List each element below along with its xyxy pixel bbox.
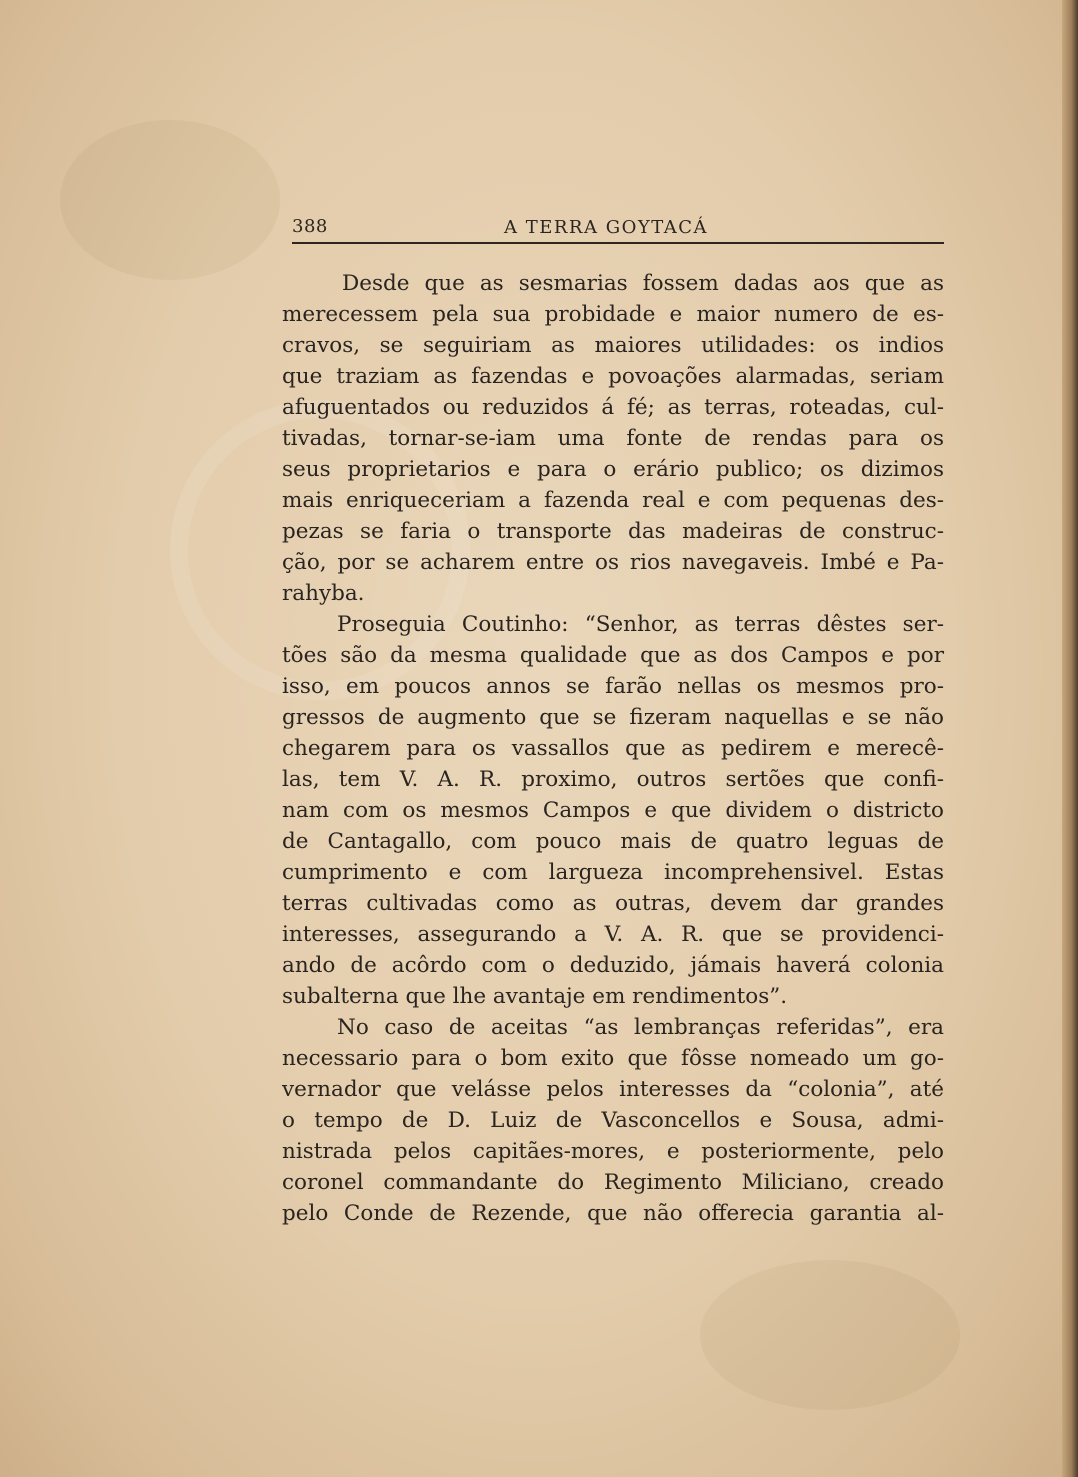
text-line: isso, em poucos annos se farão nellas os mesmos pro- xyxy=(282,674,944,699)
page-number: 388 xyxy=(292,216,328,237)
text-line: gressos de augmento que se fizeram naquellas e se não xyxy=(282,705,944,730)
paper-stain xyxy=(60,120,280,280)
text-line: terras cultivadas como as outras, devem dar grandes xyxy=(282,891,944,916)
text-line: que traziam as fazendas e povoações alarmadas, seriam xyxy=(282,364,944,389)
text-line: Desde que as sesmarias fossem dadas aos que as xyxy=(342,271,944,296)
text-line: afuguentados ou reduzidos á fé; as terras, roteadas, cul- xyxy=(282,395,944,420)
text-line: o tempo de D. Luiz de Vasconcellos e Sousa, admi- xyxy=(282,1108,944,1133)
text-line: vernador que velásse pelos interesses da “colonia”, até xyxy=(282,1077,944,1102)
text-line: ção, por se acharem entre os rios navegaveis. Imbé e Pa- xyxy=(282,550,944,575)
text-line: tivadas, tornar-se-iam uma fonte de rendas para os xyxy=(282,426,944,451)
text-line: chegarem para os vassallos que as pedirem e merecê- xyxy=(282,736,944,761)
text-line: nam com os mesmos Campos e que dividem o districto xyxy=(282,798,944,823)
text-line: rahyba. xyxy=(282,581,365,606)
text-line: pezas se faria o transporte das madeiras de construc- xyxy=(282,519,944,544)
text-line: pelo Conde de Rezende, que não offerecia garantia al- xyxy=(282,1201,944,1226)
paper-stain xyxy=(700,1260,960,1410)
text-line: necessario para o bom exito que fôsse nomeado um go- xyxy=(282,1046,944,1071)
page-header xyxy=(292,216,944,244)
text-line: Proseguia Coutinho: “Senhor, as terras dêstes ser- xyxy=(337,612,944,637)
text-line: tões são da mesma qualidade que as dos Campos e por xyxy=(282,643,944,668)
page-edge-shadow xyxy=(1062,0,1078,1477)
text-line: interesses, assegurando a V. A. R. que se providenci- xyxy=(282,922,944,947)
text-line: ando de acôrdo com o deduzido, jámais haverá colonia xyxy=(282,953,944,978)
text-line: subalterna que lhe avantaje em rendimentos”. xyxy=(282,984,788,1009)
text-line: mais enriqueceriam a fazenda real e com pequenas des- xyxy=(282,488,944,513)
text-line: merecessem pela sua probidade e maior numero de es- xyxy=(282,302,944,327)
text-line: cravos, se seguiriam as maiores utilidades: os indios xyxy=(282,333,944,358)
text-line: No caso de aceitas “as lembranças referidas”, era xyxy=(337,1015,944,1040)
text-line: coronel commandante do Regimento Miliciano, creado xyxy=(282,1170,944,1195)
text-line: de Cantagallo, com pouco mais de quatro leguas de xyxy=(282,829,944,854)
text-line: seus proprietarios e para o erário publico; os dizimos xyxy=(282,457,944,482)
text-line: las, tem V. A. R. proximo, outros sertões que confi- xyxy=(282,767,944,792)
body-text xyxy=(282,268,944,1229)
running-title: A TERRA GOYTACÁ xyxy=(504,217,709,238)
text-line: nistrada pelos capitães-mores, e posteriormente, pelo xyxy=(282,1139,944,1164)
text-line: cumprimento e com largueza incomprehensivel. Estas xyxy=(282,860,944,885)
